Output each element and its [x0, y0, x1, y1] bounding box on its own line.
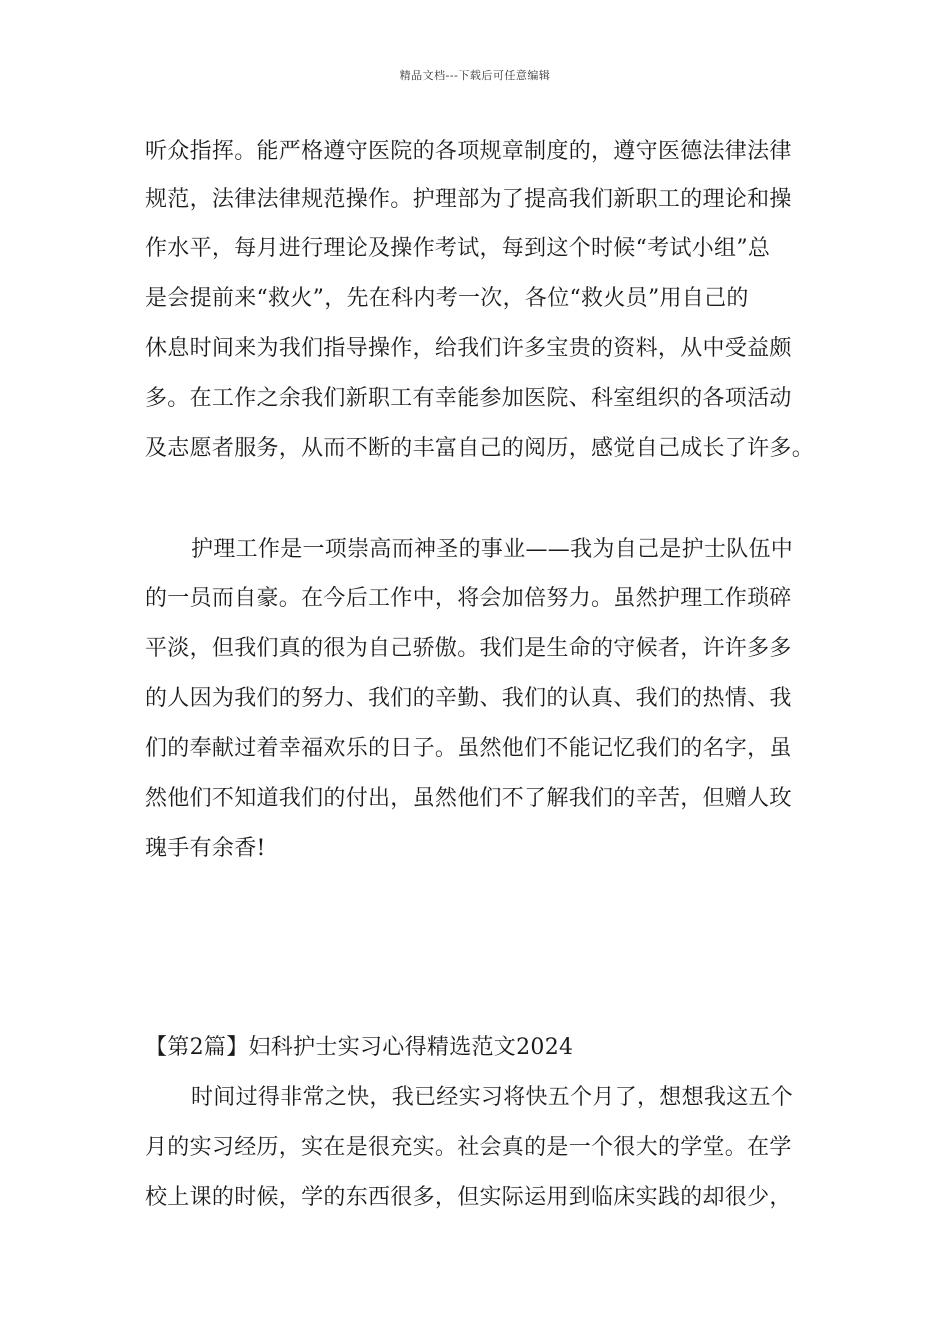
paragraph-line: 平淡，但我们真的很为自己骄傲。我们是生命的守候者，许许多多: [145, 636, 792, 661]
paragraph-line: 是会提前来“救火”，先在科内考一次，各位“救火员”用自己的: [145, 286, 749, 311]
paragraph-line: 听众指挥。能严格遵守医院的各项规章制度的，遵守医德法律法律: [145, 139, 792, 164]
paragraph-line: 及志愿者服务，从而不断的丰富自己的阅历，感觉自己成长了许多。: [145, 436, 815, 461]
paragraph-line: 月的实习经历，实在是很充实。社会真的是一个很大的学堂。在学: [145, 1135, 792, 1160]
paragraph-line: 校上课的时候，学的东西很多，但实际运用到临床实践的却很少，: [145, 1185, 792, 1210]
paragraph-line: 休息时间来为我们指导操作，给我们许多宝贵的资料，从中受益颇: [145, 336, 792, 361]
paragraph-line: 时间过得非常之快，我已经实习将快五个月了，想想我这五个: [191, 1085, 794, 1110]
paragraph-line: 多。在工作之余我们新职工有幸能参加医院、科室组织的各项活动: [145, 386, 792, 411]
paragraph-line: 们的奉献过着幸福欢乐的日子。虽然他们不能记忆我们的名字，虽: [145, 736, 792, 761]
paragraph-line: 规范，法律法律规范操作。护理部为了提高我们新职工的理论和操: [145, 187, 792, 212]
section-heading: 【第2篇】妇科护士实习心得精选范文2024: [145, 1035, 574, 1060]
paragraph-line: 的一员而自豪。在今后工作中，将会加倍努力。虽然护理工作琐碎: [145, 586, 792, 611]
paragraph-line: 作水平，每月进行理论及操作考试，每到这个时候“考试小组”总: [145, 236, 771, 261]
paragraph-line: 然他们不知道我们的付出，虽然他们不了解我们的辛苦，但赠人玫: [145, 786, 792, 811]
paragraph-line: 护理工作是一项崇高而神圣的事业——我为自己是护士队伍中: [191, 537, 794, 562]
page-header: 精品文档---下载后可任意编辑: [399, 69, 551, 82]
paragraph-line: 瑰手有余香!: [145, 836, 266, 861]
paragraph-line: 的人因为我们的努力、我们的辛勤、我们的认真、我们的热情、我: [145, 686, 792, 711]
